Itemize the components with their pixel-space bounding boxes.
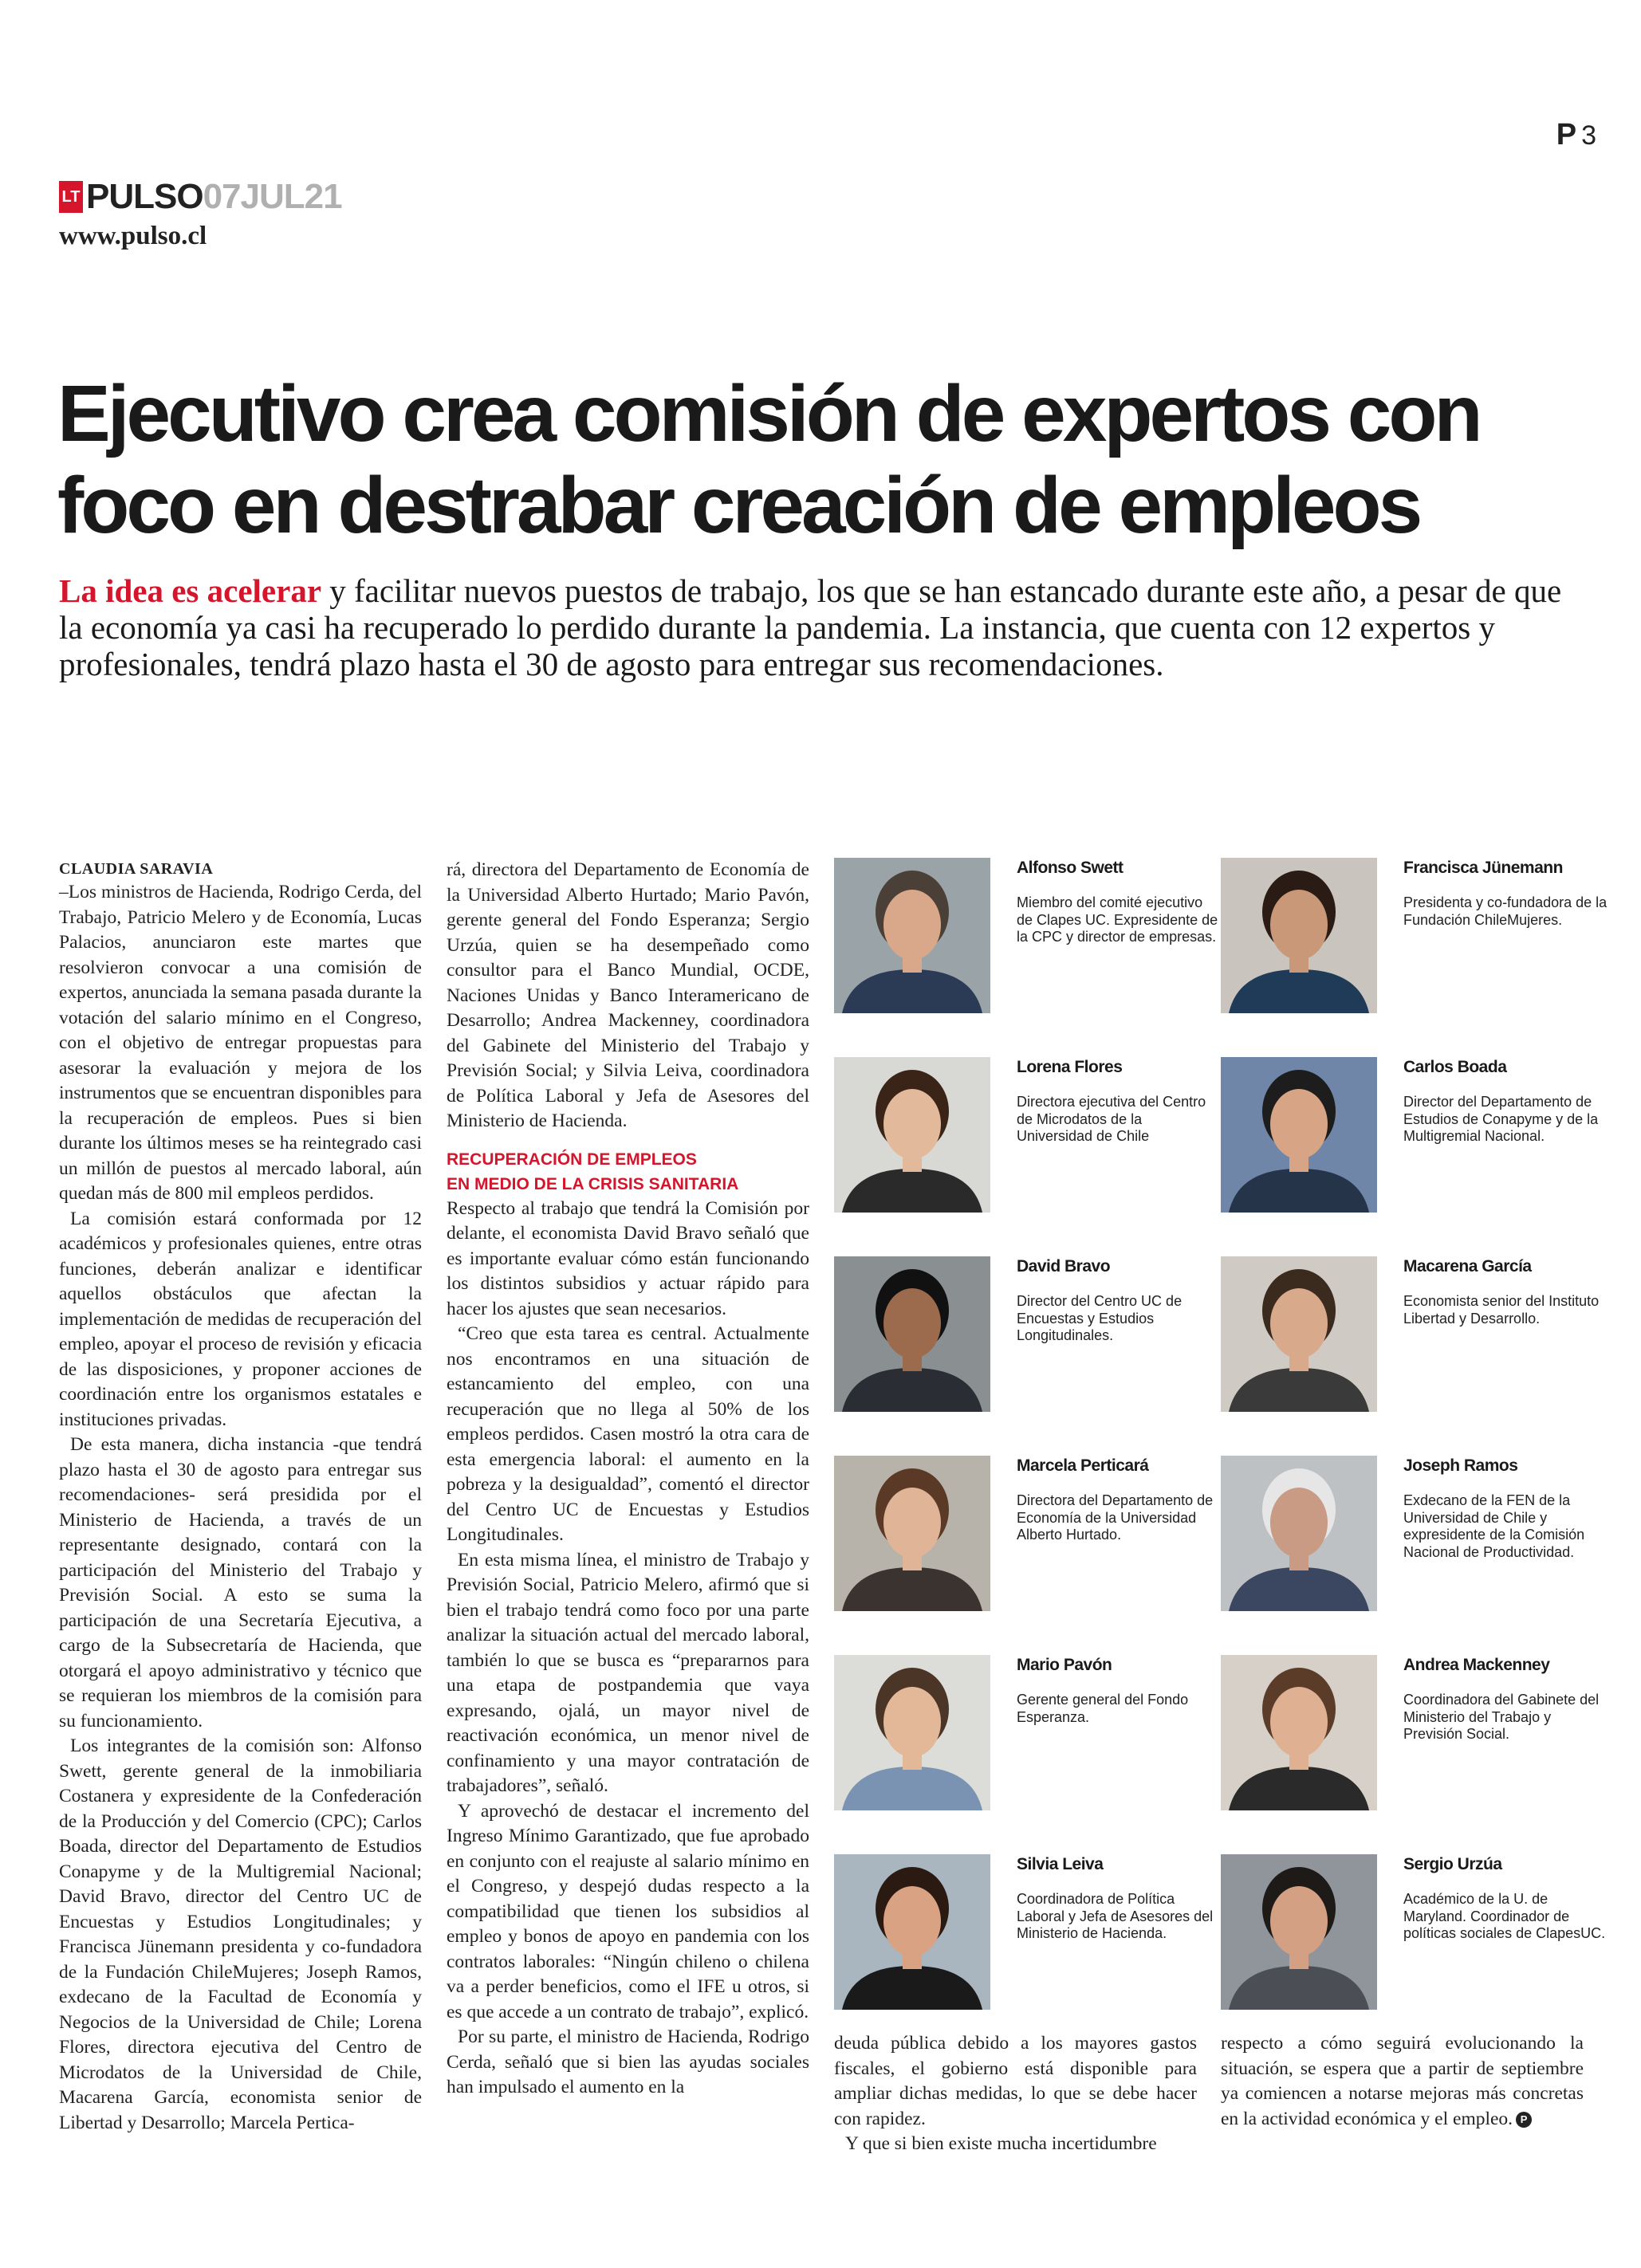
expert-role: Director del Centro UC de Encuestas y Estudios Longitudinales.	[1017, 1293, 1183, 1343]
expert-photo	[834, 1256, 990, 1412]
expert-card	[834, 1854, 1222, 2010]
expert-name: Marcela Perticará	[1017, 1456, 1149, 1475]
expert-role: Directora del Departamento de Economía de la Universidad Alberto Hurtado.	[1017, 1492, 1214, 1543]
lede-text: y facilitar nuevos puestos de trabajo, los que se han estancado durante este año, a pesar de que la economía ya casi ha recuperado lo perdido durante la pandemia. La instancia, que cuenta con 12 expertos y profesionales, tendrá plazo hasta el 30 de agosto para entregar sus recomendaciones.	[59, 572, 1562, 682]
paragraph-text: respecto a cómo seguirá evolucionando la situación, se espera que a partir de septiembre ya comiencen a notarse mejoras más concretas en la actividad económica y el empleo.	[1221, 2033, 1584, 2129]
expert-role: Presidenta y co-fundadora de la Fundación ChileMujeres.	[1403, 894, 1608, 928]
expert-photo	[1221, 1256, 1377, 1412]
page-number	[1556, 118, 1596, 152]
portrait-icon	[834, 1256, 990, 1412]
expert-card	[834, 858, 1222, 1013]
brand-name: PULSO	[86, 177, 203, 216]
byline: CLAUDIA SARAVIA	[59, 860, 214, 878]
expert-card	[1221, 1456, 1608, 1611]
portrait-icon	[834, 1854, 990, 2010]
paragraph: –Los ministros de Hacienda, Rodrigo Cerda, del Trabajo, Patricio Melero y de Economía, Lucas Palacios, anunciaron este martes que resolvieron convocar a una comisión de expertos, anunciada la semana pasada durante la votación del salario mínimo en el Congreso, con el objetivo de entregar propuestas para asesorar la evaluación y mejora de los instrumentos que se encuentran disponibles para la recuperación de empleos. Pues si bien durante los últimos meses se ha reintegrado casi un millón de puestos al mercado laboral, aún quedan más de 800 mil empleos perdidos.	[59, 882, 422, 1204]
expert-photo	[834, 1854, 990, 2010]
expert-photo	[1221, 1655, 1377, 1810]
end-mark-icon: P	[1516, 2112, 1532, 2128]
paragraph: Los integrantes de la comisión son: Alfonso Swett, gerente general de la inmobiliaria Costanera y expresidente de la Confederación de la Producción y del Comercio (CPC); Carlos Boada, director del Departamento de Estudios Conapyme y de la Multigremial Nacional; David Bravo, director del Centro UC de Encuestas y Estudios Longitudinales; y Francisca Jünemann presidenta y co-fundadora de la Fundación ChileMujeres; Joseph Ramos, exdecano de la Facultad de Economía y Negocios de la Universidad de Chile; Lorena Flores, directora ejecutiva del Centro de Microdatos de la Universidad de Chile, Macarena García, economista senior de Libertad y Desarrollo; Marcela Pertica-	[59, 1735, 422, 2133]
expert-photo	[1221, 858, 1377, 1013]
expert-name: Silvia Leiva	[1017, 1855, 1104, 1873]
expert-role: Académico de la U. de Maryland. Coordinador de políticas sociales de ClapesUC.	[1403, 1891, 1606, 1941]
article-column-3	[834, 2031, 1197, 2157]
paragraph: En esta misma línea, el ministro de Trabajo y Previsión Social, Patricio Melero, afirmó que si bien el trabajo tendrá como foco por una parte analizar la situación actual del mercado laboral, también lo que se busca es “prepararnos para una etapa de postpandemia que vaya expresando, ojalá, un mayor nivel de reactivación económica, un menor nivel de confinamiento y una mayor contratación de trabajadores”, señaló.	[447, 1549, 809, 1796]
page-number-prefix: P	[1556, 118, 1577, 151]
paragraph: “Creo que esta tarea es central. Actualmente nos encontramos en una situación de estancamiento del empleo, con una recuperación que no llega al 50% de los empleos perdidos. Casen mostró la otra cara de esta emergencia laboral: el aumento en la pobreza y la desigualdad”, comentó el director del Centro UC de Encuestas y Estudios Longitudinales.	[447, 1323, 809, 1545]
paragraph: rá, directora del Departamento de Economía de la Universidad Alberto Hurtado; Mario Pavón, gerente general del Fondo Esperanza; Sergio Urzúa, quien se ha desempeñado como consultor para el Banco Mundial, OCDE, Naciones Unidas y Banco Interamericano de Desarrollo; Andrea Mackenney, coordinadora del Gabinete del Ministerio del Trabajo y Previsión Social; y Silvia Leiva, coordinadora de Política Laboral y Jefa de Asesores del Ministerio de Hacienda.	[447, 859, 809, 1131]
portrait-icon	[834, 1655, 990, 1810]
page-number-value: 3	[1581, 120, 1596, 151]
paragraph: deuda pública debido a los mayores gastos fiscales, el gobierno está disponible para ampliar dichas medidas, lo que se debe hacer con rapidez.	[834, 2033, 1197, 2129]
portrait-icon	[1221, 1655, 1377, 1810]
paragraph: Respecto al trabajo que tendrá la Comisión por delante, el economista David Bravo señaló que es importante evaluar cómo están funcionando los distintos subsidios y actuar rápido para hacer los ajustes que sean necesarios.	[447, 1197, 809, 1319]
portrait-icon	[1221, 1854, 1377, 2010]
portrait-icon	[1221, 858, 1377, 1013]
subhead-line: EN MEDIO DE LA CRISIS SANITARIA	[447, 1174, 739, 1193]
lede-highlight: La idea es acelerar	[59, 572, 322, 609]
masthead	[59, 179, 342, 215]
expert-role: Director del Departamento de Estudios de Conapyme y de la Multigremial Nacional.	[1403, 1094, 1599, 1144]
expert-name: Andrea Mackenney	[1403, 1656, 1550, 1674]
paragraph: La comisión estará conformada por 12 académicos y profesionales quienes, entre otras funciones, deberán analizar e identificar aquellos obstáculos que afectan la implementación de medidas de recuperación del empleo, apoyar el proceso de revisión y eficacia de las disposiciones, y proponer acciones de coordinación entre los organismos estatales e instituciones privadas.	[59, 1208, 422, 1430]
portrait-icon	[834, 858, 990, 1013]
article-column-4	[1221, 2031, 1584, 2132]
expert-card	[1221, 1057, 1608, 1213]
expert-photo	[834, 1655, 990, 1810]
expert-photo	[1221, 1854, 1377, 2010]
expert-role: Coordinadora de Política Laboral y Jefa de Asesores del Ministerio de Hacienda.	[1017, 1891, 1214, 1941]
paragraph: Y aprovechó de destacar el incremento del Ingreso Mínimo Garantizado, que fue aprobado en conjunto con el reajuste al salario mínimo en el Congreso, y despejó dudas respecto a la compatibilidad que tienen los subsidios al empleo y bonos de apoyo en pandemia con los contratos laborales: “Ningún chileno o chilena va a perder beneficios, como el IFE u otros, si es que accede a un contrato de trabajo”, explicó.	[447, 1800, 809, 2022]
expert-photo	[834, 1057, 990, 1213]
expert-photo	[834, 1456, 990, 1611]
expert-photo	[1221, 1456, 1377, 1611]
subhead-line: RECUPERACIÓN DE EMPLEOS	[447, 1150, 697, 1169]
expert-card	[1221, 1256, 1608, 1412]
expert-photo	[1221, 1057, 1377, 1213]
expert-name: Carlos Boada	[1403, 1058, 1507, 1076]
lede	[59, 572, 1574, 682]
expert-photo	[834, 858, 990, 1013]
expert-card	[1221, 1655, 1608, 1810]
paragraph: Y que si bien existe mucha incertidumbre	[845, 2133, 1157, 2154]
expert-name: Lorena Flores	[1017, 1058, 1123, 1076]
expert-role: Miembro del comité ejecutivo de Clapes UC. Expresidente de la CPC y director de empresas.	[1017, 894, 1218, 945]
expert-card	[834, 1256, 1222, 1412]
paragraph: Por su parte, el ministro de Hacienda, Rodrigo Cerda, señaló que si bien las ayudas sociales han impulsado el aumento en la	[447, 2026, 809, 2097]
la-tercera-logo: LT	[59, 181, 83, 213]
site-url[interactable]: www.pulso.cl	[59, 222, 207, 250]
expert-card	[1221, 1854, 1608, 2010]
expert-card	[834, 1456, 1222, 1611]
expert-name: Francisca Jünemann	[1403, 859, 1563, 877]
paragraph: De esta manera, dicha instancia -que tendrá plazo hasta el 30 de agosto para entregar sus recomendaciones- será presidida por el Ministerio de Hacienda, a través de un representante designado, contará con la participación del Ministerio del Trabajo y Previsión Social. A esto se suma la participación de una Secretaría Ejecutiva, a cargo de la Subsecretaría de Hacienda, que otorgará el apoyo administrativo y técnico que se requieran los miembros de la comisión para su funcionamiento.	[59, 1434, 422, 1731]
expert-card	[834, 1057, 1222, 1213]
expert-role: Economista senior del Instituto Libertad y Desarrollo.	[1403, 1293, 1600, 1327]
expert-role: Coordinadora del Gabinete del Ministerio del Trabajo y Previsión Social.	[1403, 1692, 1600, 1742]
expert-name: Macarena García	[1403, 1257, 1532, 1276]
edition-date: 07JUL21	[203, 177, 342, 216]
article-column-2	[447, 858, 809, 2101]
portrait-icon	[834, 1456, 990, 1611]
portrait-icon	[1221, 1256, 1377, 1412]
expert-name: Alfonso Swett	[1017, 859, 1124, 877]
portrait-icon	[1221, 1057, 1377, 1213]
headline: Ejecutivo crea comisión de expertos con foco en destrabar creación de empleos	[57, 369, 1480, 550]
expert-name: Joseph Ramos	[1403, 1456, 1518, 1475]
paragraph	[1221, 2031, 1584, 2132]
expert-card	[1221, 858, 1608, 1013]
portrait-icon	[834, 1057, 990, 1213]
expert-name: Mario Pavón	[1017, 1656, 1112, 1674]
expert-role: Exdecano de la FEN de la Universidad de Chile y expresidente de la Comisión Nacional de Productividad.	[1403, 1492, 1585, 1560]
section-subhead	[447, 1147, 809, 1197]
expert-name: David Bravo	[1017, 1257, 1111, 1276]
expert-card	[834, 1655, 1222, 1810]
portrait-icon	[1221, 1456, 1377, 1611]
expert-role: Gerente general del Fondo Esperanza.	[1017, 1692, 1189, 1725]
article-column-1	[59, 858, 422, 2136]
expert-role: Directora ejecutiva del Centro de Microdatos de la Universidad de Chile	[1017, 1094, 1206, 1144]
expert-name: Sergio Urzúa	[1403, 1855, 1502, 1873]
